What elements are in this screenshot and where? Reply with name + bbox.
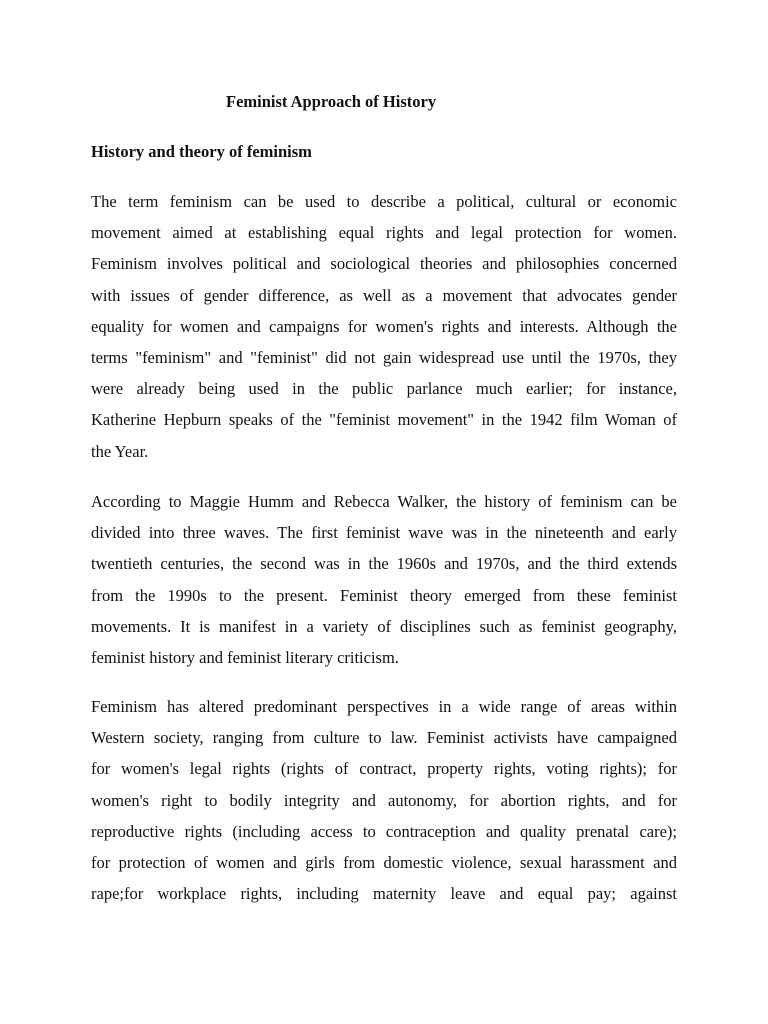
section-heading: History and theory of feminism bbox=[91, 142, 312, 161]
text-line: terms "feminism" and "feminist" did not gain widespread use until the 1970s, they bbox=[91, 347, 677, 367]
text-line: feminist history and feminist literary criticism. bbox=[91, 647, 399, 667]
paragraph-3 bbox=[91, 691, 677, 909]
text-line: Katherine Hepburn speaks of the "feminist movement" in the 1942 film Woman of bbox=[91, 410, 677, 430]
text-line: Feminism has altered predominant perspectives in a wide range of areas within bbox=[91, 697, 677, 716]
text-line: with issues of gender difference, as well as a movement that advocates gender bbox=[91, 285, 677, 305]
text-line: movements. It is manifest in a variety of disciplines such as feminist geography, bbox=[91, 616, 677, 636]
text-line: Feminism involves political and sociological theories and philosophies concerned bbox=[91, 254, 677, 274]
text-line: reproductive rights (including access to contraception and quality prenatal care); bbox=[91, 821, 677, 841]
text-line: equality for women and campaigns for women's rights and interests. Although the bbox=[91, 316, 677, 336]
text-line: rape;for workplace rights, including maternity leave and equal pay; against bbox=[91, 884, 677, 904]
text-line: divided into three waves. The first feminist wave was in the nineteenth and early bbox=[91, 523, 677, 543]
text-line: the Year. bbox=[91, 441, 149, 461]
paragraph-2 bbox=[91, 486, 677, 673]
text-line: for protection of women and girls from domestic violence, sexual harassment and bbox=[91, 852, 677, 872]
text-line: were already being used in the public parlance much earlier; for instance, bbox=[91, 379, 677, 399]
text-line: twentieth centuries, the second was in the 1960s and 1970s, and the third extends bbox=[91, 554, 677, 574]
text-line: for women's legal rights (rights of contract, property rights, voting rights); for bbox=[91, 759, 677, 779]
text-line: The term feminism can be used to describe a political, cultural or economic bbox=[91, 192, 677, 211]
document-title: Feminist Approach of History bbox=[226, 92, 437, 111]
text-line: Western society, ranging from culture to law. Feminist activists have campaigned bbox=[91, 728, 677, 748]
text-line: movement aimed at establishing equal rights and legal protection for women. bbox=[91, 223, 677, 243]
paragraph-1 bbox=[91, 186, 677, 467]
text-line: women's right to bodily integrity and autonomy, for abortion rights, and for bbox=[91, 790, 677, 810]
text-line: from the 1990s to the present. Feminist theory emerged from these feminist bbox=[91, 585, 677, 605]
text-line: According to Maggie Humm and Rebecca Walker, the history of feminism can be bbox=[91, 492, 677, 511]
